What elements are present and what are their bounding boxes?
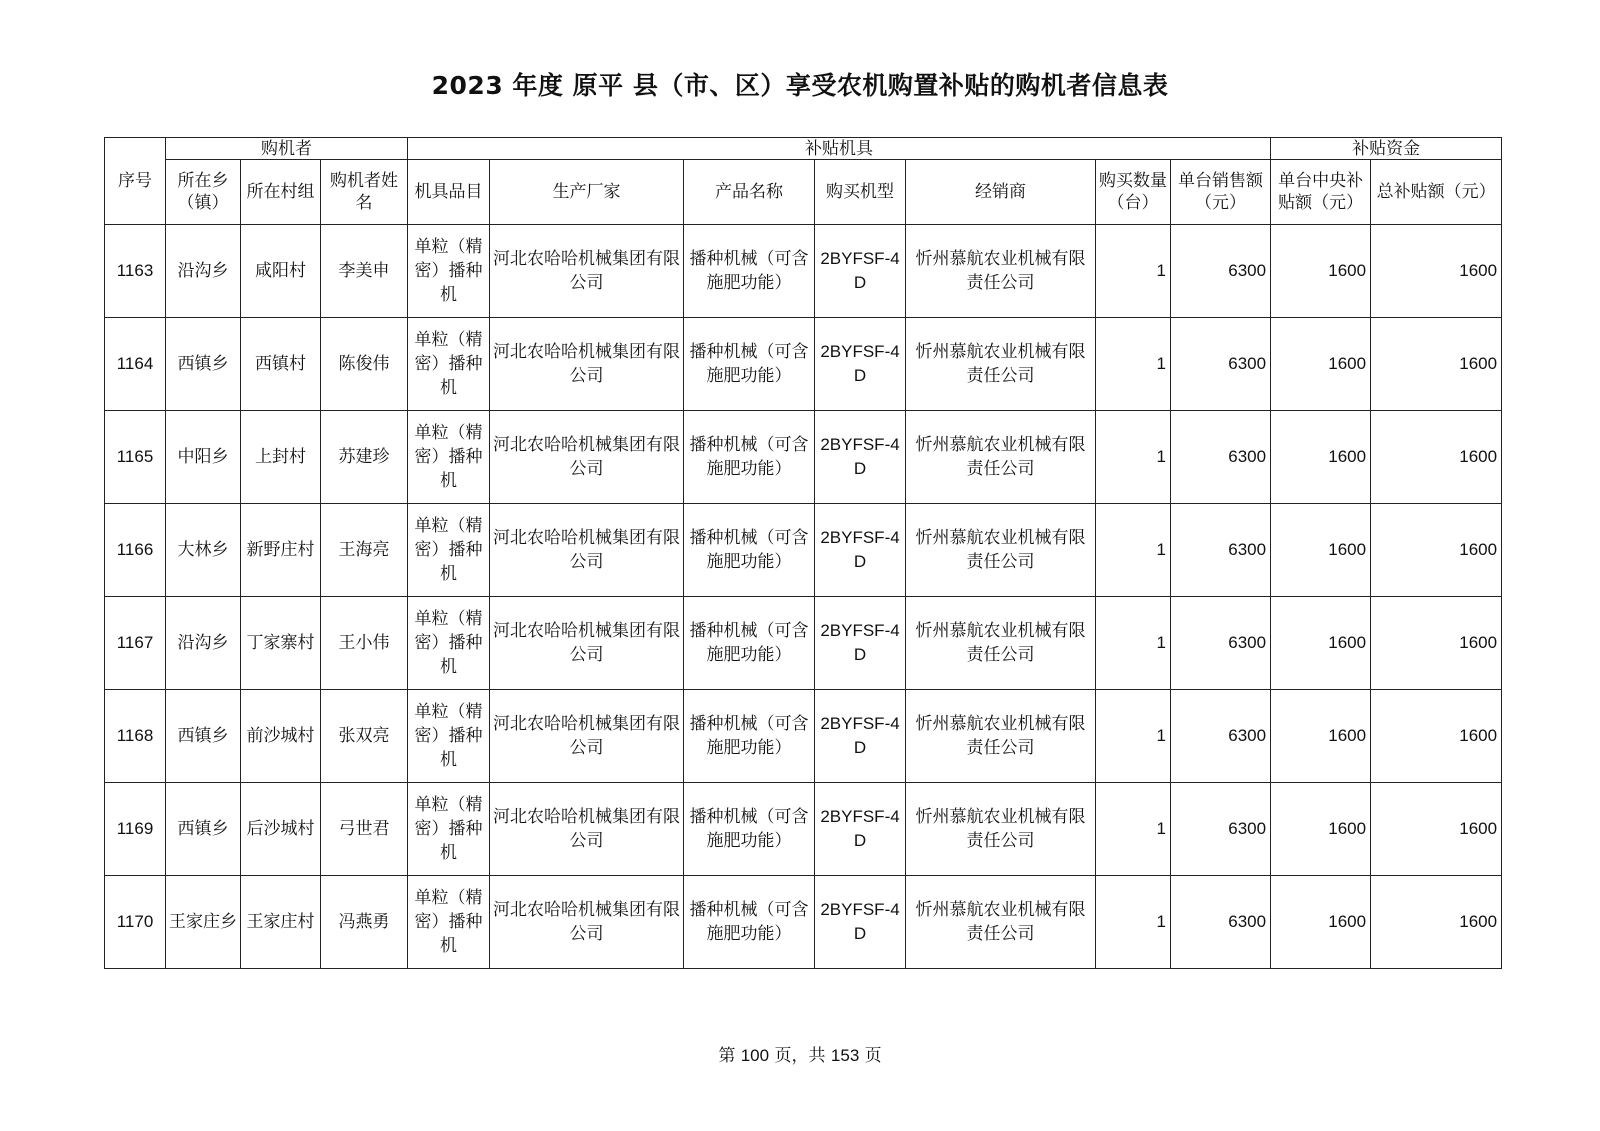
cell-total-subsidy: 1600 [1371, 876, 1502, 969]
header-buyer-name: 购机者姓名 [321, 160, 408, 225]
footer-page-number: 100 [740, 1046, 770, 1065]
cell-category: 单粒（精密）播种机 [408, 783, 490, 876]
cell-category: 单粒（精密）播种机 [408, 225, 490, 318]
cell-quantity: 1 [1096, 225, 1171, 318]
cell-total-subsidy: 1600 [1371, 411, 1502, 504]
cell-dealer: 忻州慕航农业机械有限责任公司 [906, 411, 1096, 504]
header-village: 所在村组 [241, 160, 321, 225]
cell-seq: 1166 [105, 504, 166, 597]
cell-buyer-name: 弓世君 [321, 783, 408, 876]
cell-manufacturer: 河北农哈哈机械集团有限公司 [490, 318, 684, 411]
cell-category: 单粒（精密）播种机 [408, 597, 490, 690]
table-row [105, 411, 1502, 504]
cell-township: 西镇乡 [166, 690, 241, 783]
table-row [105, 783, 1502, 876]
cell-quantity: 1 [1096, 876, 1171, 969]
cell-township: 沿沟乡 [166, 225, 241, 318]
cell-total-subsidy: 1600 [1371, 783, 1502, 876]
cell-township: 王家庄乡 [166, 876, 241, 969]
cell-township: 中阳乡 [166, 411, 241, 504]
cell-manufacturer: 河北农哈哈机械集团有限公司 [490, 225, 684, 318]
cell-product: 播种机械（可含施肥功能） [684, 411, 815, 504]
header-township: 所在乡（镇） [166, 160, 241, 225]
cell-township: 西镇乡 [166, 318, 241, 411]
footer-suffix: 页 [859, 1046, 882, 1066]
cell-unit-subsidy: 1600 [1271, 318, 1371, 411]
cell-product: 播种机械（可含施肥功能） [684, 876, 815, 969]
cell-quantity: 1 [1096, 411, 1171, 504]
header-category: 机具品目 [408, 160, 490, 225]
header-unit-price: 单台销售额（元） [1171, 160, 1271, 225]
cell-township: 沿沟乡 [166, 597, 241, 690]
cell-category: 单粒（精密）播种机 [408, 318, 490, 411]
cell-unit-subsidy: 1600 [1271, 690, 1371, 783]
page-footer [0, 1041, 1600, 1066]
cell-village: 前沙城村 [241, 690, 321, 783]
cell-buyer-name: 李美申 [321, 225, 408, 318]
cell-category: 单粒（精密）播种机 [408, 690, 490, 783]
footer-prefix: 第 [718, 1046, 741, 1066]
table-header [105, 138, 1502, 225]
cell-unit-price: 6300 [1171, 318, 1271, 411]
cell-buyer-name: 冯燕勇 [321, 876, 408, 969]
cell-product: 播种机械（可含施肥功能） [684, 504, 815, 597]
cell-unit-subsidy: 1600 [1271, 783, 1371, 876]
cell-quantity: 1 [1096, 690, 1171, 783]
cell-unit-price: 6300 [1171, 225, 1271, 318]
cell-buyer-name: 苏建珍 [321, 411, 408, 504]
header-quantity: 购买数量（台） [1096, 160, 1171, 225]
cell-model: 2BYFSF-4D [815, 783, 906, 876]
cell-seq: 1168 [105, 690, 166, 783]
cell-seq: 1170 [105, 876, 166, 969]
cell-product: 播种机械（可含施肥功能） [684, 597, 815, 690]
cell-unit-price: 6300 [1171, 411, 1271, 504]
footer-total-pages: 153 [830, 1046, 860, 1065]
header-group-buyer: 购机者 [166, 138, 408, 160]
cell-model: 2BYFSF-4D [815, 411, 906, 504]
table-row [105, 597, 1502, 690]
cell-village: 西镇村 [241, 318, 321, 411]
cell-product: 播种机械（可含施肥功能） [684, 690, 815, 783]
cell-township: 西镇乡 [166, 783, 241, 876]
cell-unit-subsidy: 1600 [1271, 597, 1371, 690]
cell-model: 2BYFSF-4D [815, 690, 906, 783]
table-row [105, 504, 1502, 597]
cell-total-subsidy: 1600 [1371, 504, 1502, 597]
cell-village: 新野庄村 [241, 504, 321, 597]
cell-dealer: 忻州慕航农业机械有限责任公司 [906, 318, 1096, 411]
cell-manufacturer: 河北农哈哈机械集团有限公司 [490, 876, 684, 969]
cell-model: 2BYFSF-4D [815, 504, 906, 597]
cell-seq: 1169 [105, 783, 166, 876]
cell-manufacturer: 河北农哈哈机械集团有限公司 [490, 504, 684, 597]
cell-village: 后沙城村 [241, 783, 321, 876]
cell-unit-subsidy: 1600 [1271, 504, 1371, 597]
cell-quantity: 1 [1096, 783, 1171, 876]
header-dealer: 经销商 [906, 160, 1096, 225]
cell-dealer: 忻州慕航农业机械有限责任公司 [906, 783, 1096, 876]
table-body [105, 225, 1502, 969]
cell-village: 王家庄村 [241, 876, 321, 969]
header-manufacturer: 生产厂家 [490, 160, 684, 225]
cell-manufacturer: 河北农哈哈机械集团有限公司 [490, 783, 684, 876]
cell-unit-subsidy: 1600 [1271, 876, 1371, 969]
header-group-machine: 补贴机具 [408, 138, 1271, 160]
cell-quantity: 1 [1096, 318, 1171, 411]
cell-unit-price: 6300 [1171, 876, 1271, 969]
cell-quantity: 1 [1096, 597, 1171, 690]
cell-dealer: 忻州慕航农业机械有限责任公司 [906, 504, 1096, 597]
cell-manufacturer: 河北农哈哈机械集团有限公司 [490, 597, 684, 690]
cell-seq: 1167 [105, 597, 166, 690]
cell-product: 播种机械（可含施肥功能） [684, 225, 815, 318]
cell-quantity: 1 [1096, 504, 1171, 597]
cell-product: 播种机械（可含施肥功能） [684, 318, 815, 411]
cell-total-subsidy: 1600 [1371, 318, 1502, 411]
table-row [105, 876, 1502, 969]
cell-dealer: 忻州慕航农业机械有限责任公司 [906, 597, 1096, 690]
cell-seq: 1163 [105, 225, 166, 318]
cell-model: 2BYFSF-4D [815, 876, 906, 969]
cell-model: 2BYFSF-4D [815, 318, 906, 411]
cell-buyer-name: 王海亮 [321, 504, 408, 597]
cell-seq: 1164 [105, 318, 166, 411]
cell-model: 2BYFSF-4D [815, 597, 906, 690]
cell-category: 单粒（精密）播种机 [408, 504, 490, 597]
cell-product: 播种机械（可含施肥功能） [684, 783, 815, 876]
cell-unit-subsidy: 1600 [1271, 411, 1371, 504]
table-row [105, 690, 1502, 783]
cell-buyer-name: 王小伟 [321, 597, 408, 690]
cell-model: 2BYFSF-4D [815, 225, 906, 318]
cell-unit-price: 6300 [1171, 504, 1271, 597]
cell-buyer-name: 张双亮 [321, 690, 408, 783]
cell-dealer: 忻州慕航农业机械有限责任公司 [906, 225, 1096, 318]
cell-village: 丁家寨村 [241, 597, 321, 690]
table-row [105, 318, 1502, 411]
cell-manufacturer: 河北农哈哈机械集团有限公司 [490, 411, 684, 504]
cell-manufacturer: 河北农哈哈机械集团有限公司 [490, 690, 684, 783]
cell-village: 咸阳村 [241, 225, 321, 318]
cell-village: 上封村 [241, 411, 321, 504]
cell-buyer-name: 陈俊伟 [321, 318, 408, 411]
cell-total-subsidy: 1600 [1371, 597, 1502, 690]
cell-seq: 1165 [105, 411, 166, 504]
cell-unit-price: 6300 [1171, 690, 1271, 783]
cell-unit-subsidy: 1600 [1271, 225, 1371, 318]
cell-township: 大林乡 [166, 504, 241, 597]
cell-total-subsidy: 1600 [1371, 690, 1502, 783]
cell-unit-price: 6300 [1171, 783, 1271, 876]
footer-middle: 页，共 [769, 1046, 831, 1066]
header-seq: 序号 [105, 138, 166, 225]
cell-unit-price: 6300 [1171, 597, 1271, 690]
header-product: 产品名称 [684, 160, 815, 225]
page-title: 2023 年度 原平 县（市、区）享受农机购置补贴的购机者信息表 [431, 71, 1169, 100]
cell-category: 单粒（精密）播种机 [408, 411, 490, 504]
buyer-info-table [104, 137, 1502, 969]
table-row [105, 225, 1502, 318]
cell-dealer: 忻州慕航农业机械有限责任公司 [906, 876, 1096, 969]
header-total-subsidy: 总补贴额（元） [1371, 160, 1502, 225]
header-group-funds: 补贴资金 [1271, 138, 1502, 160]
cell-total-subsidy: 1600 [1371, 225, 1502, 318]
cell-dealer: 忻州慕航农业机械有限责任公司 [906, 690, 1096, 783]
header-unit-subsidy: 单台中央补贴额（元） [1271, 160, 1371, 225]
header-model: 购买机型 [815, 160, 906, 225]
cell-category: 单粒（精密）播种机 [408, 876, 490, 969]
